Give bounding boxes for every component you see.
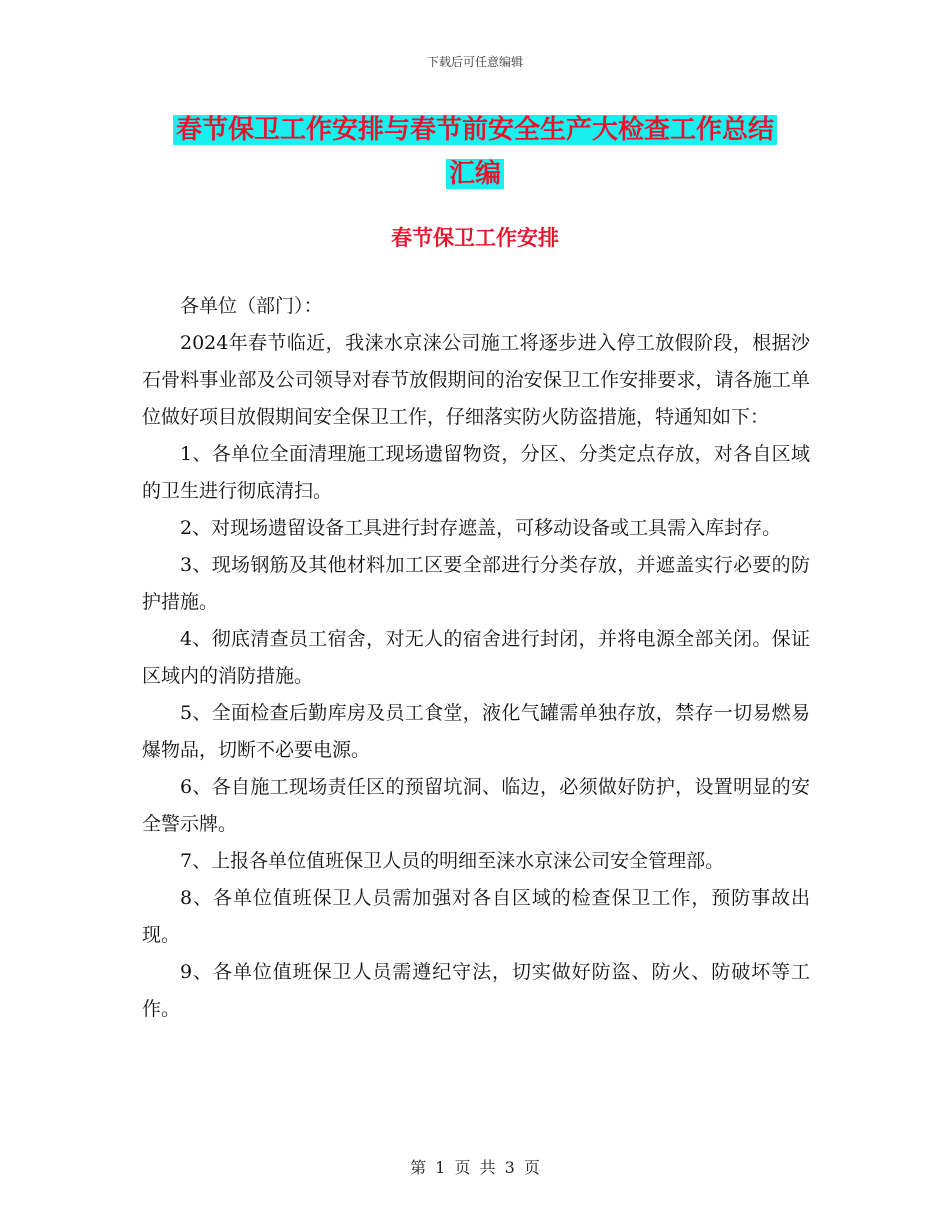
salutation: 各单位（部门）： [180,295,323,317]
list-item: 4、彻底清查员工宿舍，对无人的宿舍进行封闭，并将电源全部关闭。保证区域内的消防措施。 [142,628,810,687]
page-footer: 第 1 页 共 3 页 [410,1158,540,1177]
document-title-line-1: 春节保卫工作安排与春节前安全生产大检查工作总结 [173,115,777,145]
list-item: 2、对现场遗留设备工具进行封存遮盖，可移动设备或工具需入库封存。 [180,517,782,539]
list-item: 5、全面检查后勤库房及员工食堂，液化气罐需单独存放，禁存一切易燃易爆物品，切断不必要电源。 [142,702,810,761]
document-title-line-2: 汇编 [446,159,504,189]
list-item: 6、各自施工现场责任区的预留坑洞、临边，必须做好防护，设置明显的安全警示牌。 [142,776,810,835]
list-item: 1、各单位全面清理施工现场遗留物资，分区、分类定点存放，对各自区域的卫生进行彻底清扫。 [142,443,810,502]
header-note: 下载后可任意编辑 [426,55,523,69]
document-body [142,288,810,1028]
list-item: 8、各单位值班保卫人员需加强对各自区域的检查保卫工作，预防事故出现。 [142,887,810,946]
list-item: 3、现场钢筋及其他材料加工区要全部进行分类存放，并遮盖实行必要的防护措施。 [142,554,810,613]
list-item: 7、上报各单位值班保卫人员的明细至涞水京涞公司安全管理部。 [180,850,725,872]
intro-paragraph: 2024年春节临近，我涞水京涞公司施工将逐步进入停工放假阶段，根据沙石骨料事业部及公司领导对春节放假期间的治安保卫工作安排要求，请各施工单位做好项目放假期间安全保卫工作，仔细落实防火防盗措施，特通知如下： [142,332,810,428]
list-item: 9、各单位值班保卫人员需遵纪守法，切实做好防盗、防火、防破坏等工作。 [142,961,810,1020]
document-title [0,108,950,196]
section-title: 春节保卫工作安排 [391,226,559,250]
